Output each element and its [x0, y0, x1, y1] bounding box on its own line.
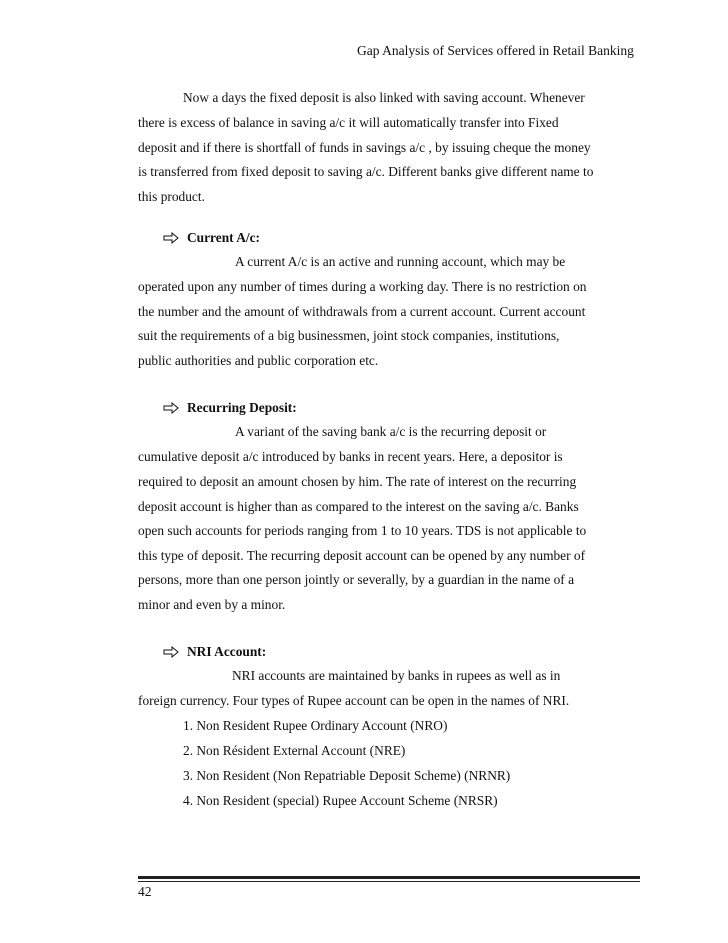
- running-header: Gap Analysis of Services offered in Retail Banking: [357, 43, 634, 58]
- nri-list-item-2: 2. Non Résident External Account (NRE): [183, 743, 406, 758]
- recurring-line-7: persons, more than one person jointly or severally, by a guardian in the name of a: [138, 572, 575, 587]
- intro-line-2: there is excess of balance in saving a/c it will automatically transfer into Fixed: [138, 115, 559, 130]
- recurring-line-6: this type of deposit. The recurring deposit account can be opened by any number of: [138, 548, 586, 563]
- current-line-2: operated upon any number of times during a working day. There is no restriction on: [138, 279, 587, 294]
- recurring-line-2: cumulative deposit a/c introduced by banks in recent years. Here, a depositor is: [138, 449, 563, 464]
- recurring-line-1: A variant of the saving bank a/c is the recurring deposit or: [235, 424, 547, 439]
- current-line-3: the number and the amount of withdrawals from a current account. Current account: [138, 304, 586, 319]
- nri-list-item-4: 4. Non Resident (special) Rupee Account Scheme (NRSR): [183, 793, 498, 808]
- arrow-right-icon: [163, 232, 179, 244]
- current-line-5: public authorities and public corporation etc.: [138, 353, 379, 368]
- arrow-right-icon: [163, 402, 179, 414]
- intro-line-4: is transferred from fixed deposit to saving a/c. Different banks give different name to: [138, 164, 594, 179]
- recurring-line-5: open such accounts for periods ranging from 1 to 10 years. TDS is not applicable to: [138, 523, 587, 538]
- nri-list-item-1: 1. Non Resident Rupee Ordinary Account (NRO): [183, 718, 448, 733]
- recurring-line-8: minor and even by a minor.: [138, 597, 286, 612]
- intro-line-1: Now a days the fixed deposit is also linked with saving account. Whenever: [183, 90, 585, 105]
- page-number: 42: [138, 884, 152, 899]
- arrow-right-icon: [163, 646, 179, 658]
- nri-line-2: foreign currency. Four types of Rupee account can be open in the names of NRI.: [138, 693, 570, 708]
- intro-line-5: this product.: [138, 189, 205, 204]
- current-line-4: suit the requirements of a big businessmen, joint stock companies, institutions,: [138, 328, 560, 343]
- recurring-line-3: required to deposit an amount chosen by him. The rate of interest on the recurring: [138, 474, 577, 489]
- recurring-line-4: deposit account is higher than as compared to the interest on the saving a/c. Banks: [138, 499, 579, 514]
- current-heading: Current A/c:: [187, 230, 261, 245]
- intro-line-3: deposit and if there is shortfall of funds in savings a/c , by issuing cheque the money: [138, 140, 591, 155]
- nri-list-item-3: 3. Non Resident (Non Repatriable Deposit Scheme) (NRNR): [183, 768, 511, 783]
- current-line-1: A current A/c is an active and running account, which may be: [235, 254, 566, 269]
- footer-rule-thick: [138, 876, 640, 879]
- footer-rule-thin: [138, 881, 640, 882]
- recurring-heading: Recurring Deposit:: [187, 400, 297, 415]
- nri-heading: NRI Account:: [187, 644, 267, 659]
- nri-line-1: NRI accounts are maintained by banks in rupees as well as in: [232, 668, 561, 683]
